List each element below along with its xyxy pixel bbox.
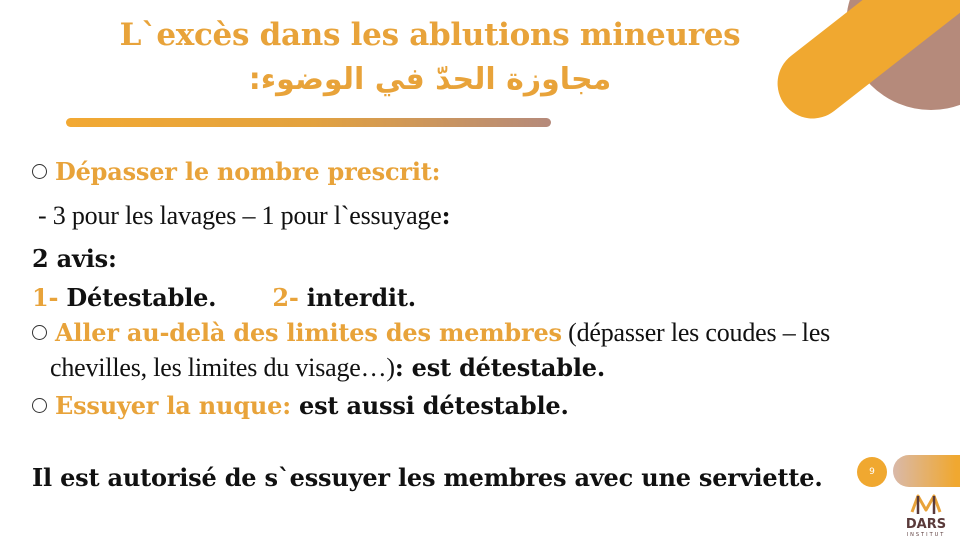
line1-text: Dépasser le nombre prescrit: bbox=[55, 157, 441, 186]
logo-text: DARS bbox=[905, 517, 947, 532]
bullet-line-7 bbox=[32, 391, 569, 421]
slide-number-bar bbox=[893, 455, 960, 487]
line-2 bbox=[38, 201, 450, 231]
line5-regular: (dépasser les coudes – les bbox=[561, 318, 831, 347]
opinion-2-number: 2- bbox=[272, 283, 299, 312]
line-6 bbox=[50, 353, 605, 383]
slide-title: L`excès dans les ablutions mineures bbox=[119, 17, 741, 53]
line7-orange: Essuyer la nuque: bbox=[55, 391, 291, 420]
line-4 bbox=[32, 283, 416, 313]
line2-text: - 3 pour les lavages – 1 pour l`essuyage bbox=[38, 201, 442, 230]
line6-bold: : est détestable. bbox=[394, 353, 605, 382]
circle-bullet-icon bbox=[32, 164, 47, 179]
opinion-1-number: 1- bbox=[32, 283, 59, 312]
bullet-line-1 bbox=[32, 157, 440, 187]
opinion-1-text: Détestable. bbox=[58, 283, 217, 312]
title-divider bbox=[66, 118, 551, 127]
logo-subtext: INSTITUT bbox=[906, 532, 946, 538]
arabic-title-text: مجاوزة الحدّ في الوضوء bbox=[260, 62, 612, 97]
slide-title-arabic bbox=[0, 60, 860, 100]
bullet-line-5 bbox=[32, 318, 830, 348]
line2-colon: : bbox=[441, 201, 451, 230]
line-3: 2 avis: bbox=[32, 244, 117, 273]
line-8: Il est autorisé de s`essuyer les membres avec une serviette. bbox=[32, 463, 823, 492]
arabic-title-colon: : bbox=[248, 62, 261, 97]
line7-bold: est aussi détestable. bbox=[290, 391, 569, 420]
circle-bullet-icon bbox=[32, 325, 47, 340]
opinion-2-text: interdit. bbox=[298, 283, 416, 312]
dars-institut-logo bbox=[896, 490, 956, 538]
circle-bullet-icon bbox=[32, 398, 47, 413]
line6-regular: chevilles, les limites du visage…) bbox=[50, 353, 395, 382]
slide-number: 9 bbox=[857, 457, 887, 487]
line5-orange: Aller au-delà des limites des membres bbox=[55, 318, 562, 347]
